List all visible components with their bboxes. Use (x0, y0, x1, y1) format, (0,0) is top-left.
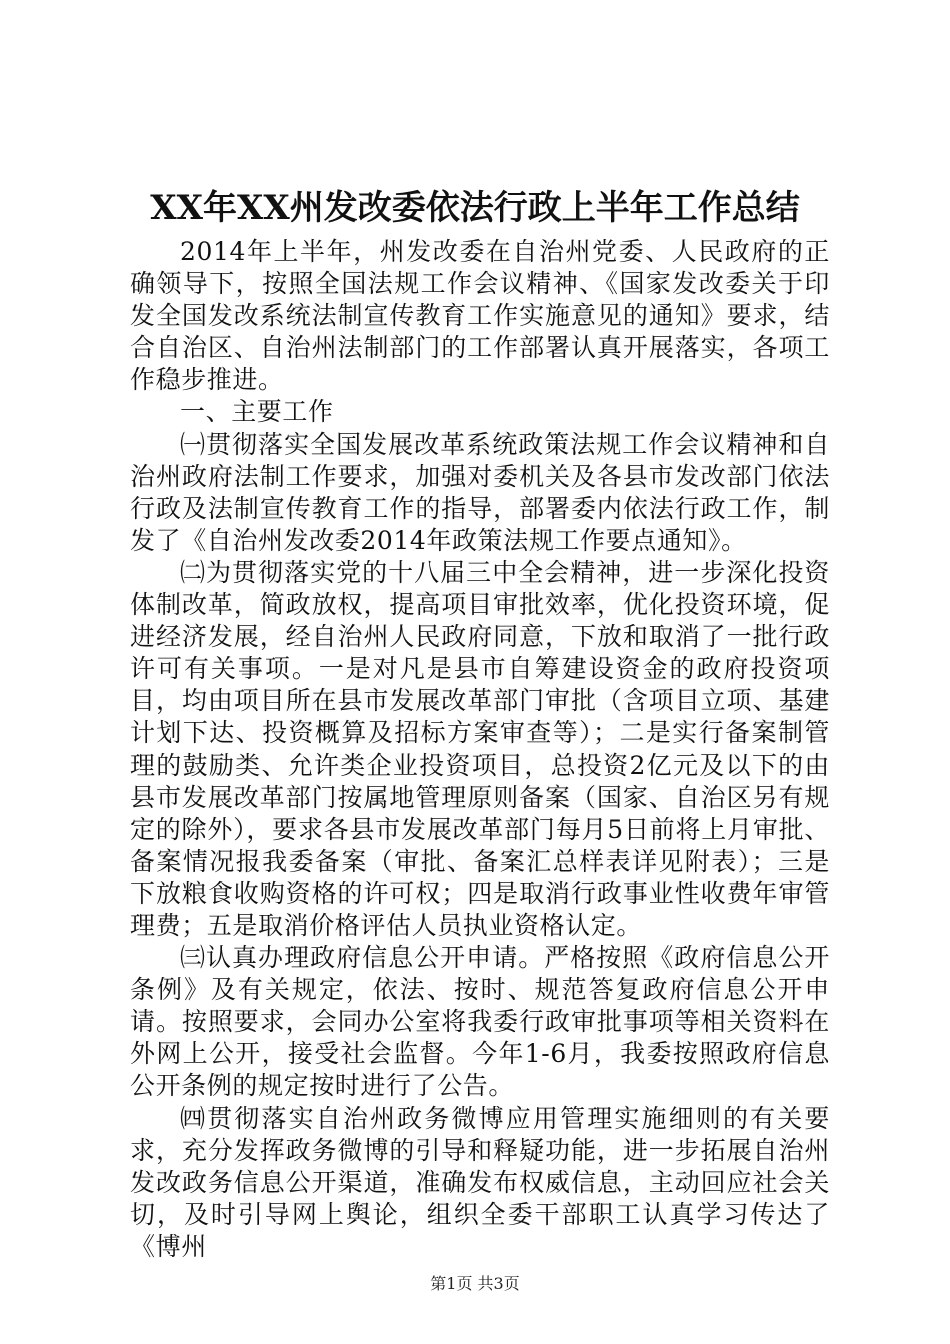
section-heading-main-work: 一、主要工作 (180, 397, 334, 427)
paragraph-item-1: ㈠贯彻落实全国发展改革系统政策法规工作会议精神和自治州政府法制工作要求，加强对委机关及各县市发改部门依法行政及法制宣传教育工作的指导，部署委内依法行政工作，制发了《自治州发改委2014年政策法规工作要点通知》。 (130, 429, 830, 555)
page-footer: 第1页 共3页 (430, 1274, 520, 1293)
document-body (130, 236, 830, 1263)
paragraph-item-4: ㈣贯彻落实自治州政务微博应用管理实施细则的有关要求，充分发挥政务微博的引导和释疑功能，进一步拓展自治州发改政务信息公开渠道，准确发布权威信息，主动回应社会关切，及时引导网上舆论，组织全委干部职工认真学习传达了《博州 (130, 1103, 830, 1261)
document-title: XX年XX州发改委依法行政上半年工作总结 (150, 188, 800, 228)
paragraph-item-3: ㈢认真办理政府信息公开申请。严格按照《政府信息公开条例》及有关规定，依法、按时、规范答复政府信息公开申请。按照要求，会同办公室将我委行政审批事项等相关资料在外网上公开，接受社会监督。今年1-6月，我委按照政府信息公开条例的规定按时进行了公告。 (130, 943, 830, 1101)
paragraph-item-2: ㈡为贯彻落实党的十八届三中全会精神，进一步深化投资体制改革，简政放权，提高项目审批效率，优化投资环境，促进经济发展，经自治州人民政府同意，下放和取消了一批行政许可有关事项。一是对凡是县市自筹建设资金的政府投资项目，均由项目所在县市发展改革部门审批（含项目立项、基建计划下达、投资概算及招标方案审查等）；二是实行备案制管理的鼓励类、允许类企业投资项目，总投资2亿元及以下的由县市发展改革部门按属地管理原则备案（国家、自治区另有规定的除外），要求各县市发展改革部门每月5日前将上月审批、备案情况报我委备案（审批、备案汇总样表详见附表）；三是下放粮食收购资格的许可权；四是取消行政事业性收费年审管理费；五是取消价格评估人员执业资格认定。 (130, 557, 830, 940)
paragraph-intro: 2014年上半年，州发改委在自治州党委、人民政府的正确领导下，按照全国法规工作会议精神、《国家发改委关于印发全国发改系统法制宣传教育工作实施意见的通知》要求，结合自治区、自治州法制部门的工作部署认真开展落实，各项工作稳步推进。 (130, 237, 830, 395)
